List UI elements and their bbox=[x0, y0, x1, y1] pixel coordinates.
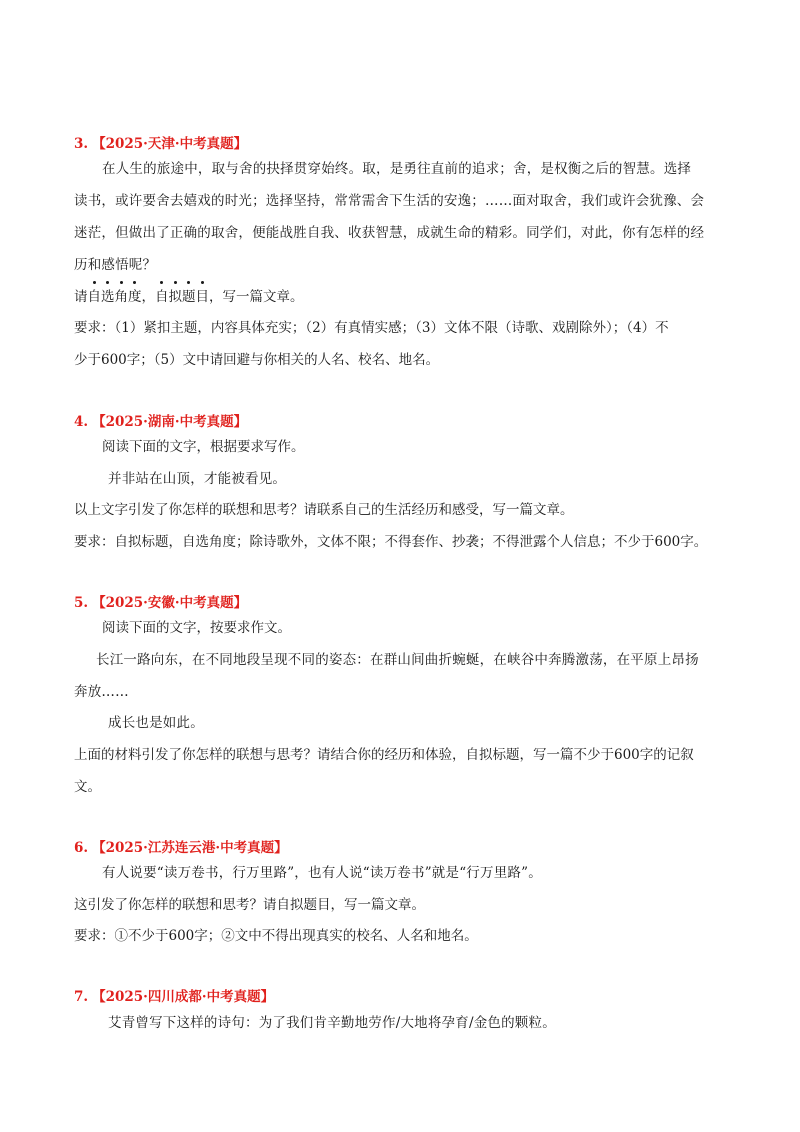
question-source-tag: 【2025·江苏连云港·中考真题】 bbox=[92, 840, 288, 856]
question-5-material: 成长也是如此。 bbox=[108, 715, 204, 731]
question-source-tag: 【2025·湖南·中考真题】 bbox=[92, 414, 248, 430]
question-4-material: 并非站在山顶，才能被看见。 bbox=[108, 471, 287, 487]
question-6-line: 这引发了你怎样的联想和思考？请自拟题目，写一篇文章。 bbox=[74, 897, 425, 913]
question-5-line: 上面的材料引发了你怎样的联想与思考？请结合你的经历和体验，自拟标题，写一篇不少于600字的记叙 bbox=[74, 747, 694, 763]
question-number: 5. bbox=[74, 595, 89, 611]
question-3-line: 历和感悟呢？ bbox=[74, 257, 157, 273]
question-5-material: 奔放…… bbox=[74, 684, 129, 700]
question-3-requirements: 少于600字；（5）文中请回避与你相关的人名、校名、地名。 bbox=[74, 352, 440, 368]
question-source-tag: 【2025·四川成都·中考真题】 bbox=[92, 989, 275, 1005]
question-source-tag: 【2025·天津·中考真题】 bbox=[92, 136, 248, 152]
question-3-line: 迷茫，但做出了正确的取舍，便能战胜自我、收获智慧，成就生命的精彩。同学们，对此，你有怎样的经 bbox=[74, 225, 705, 241]
question-7-heading bbox=[74, 985, 274, 1005]
question-3-heading bbox=[74, 132, 247, 152]
question-5-line: 文。 bbox=[74, 779, 101, 795]
question-4-requirements: 要求：自拟标题，自选角度；除诗歌外，文体不限；不得套作、抄袭；不得泄露个人信息；不少于600字。 bbox=[74, 534, 708, 550]
question-3-requirements: 要求：（1）紧扣主题，内容具体充实；（2）有真情实感；（3）文体不限（诗歌、戏剧除外）；（4）不 bbox=[74, 320, 669, 336]
question-number: 4. bbox=[74, 414, 89, 430]
question-4-line: 以上文字引发了你怎样的联想和思考？请联系自己的生活经历和感受，写一篇文章。 bbox=[74, 502, 574, 518]
question-4-heading bbox=[74, 410, 247, 430]
question-6-material: 有人说要“读万卷书，行万里路”，也有人说“读万卷书”就是“行万里路”。 bbox=[102, 865, 542, 881]
question-3-instruction-emphasized: 请自选角度，自拟题目，写一篇文章。 bbox=[74, 289, 304, 305]
question-number: 6. bbox=[74, 840, 89, 856]
question-5-material: 长江一路向东，在不同地段呈现不同的姿态：在群山间曲折蜿蜒，在峡谷中奔腾激荡，在平原上昂扬 bbox=[96, 652, 699, 668]
question-6-requirements: 要求：①不少于600字；②文中不得出现真实的校名、人名和地名。 bbox=[74, 928, 478, 944]
question-5-line: 阅读下面的文字，按要求作文。 bbox=[102, 620, 291, 636]
question-5-heading bbox=[74, 591, 247, 611]
question-7-material: 艾青曾写下这样的诗句：为了我们肯辛勤地劳作/大地将孕育/金色的颗粒。 bbox=[108, 1015, 556, 1031]
question-3-line: 读书，或许要舍去嬉戏的时光；选择坚持，常常需舍下生活的安逸；……面对取舍，我们或许会犹豫、会 bbox=[74, 193, 705, 209]
question-3-line: 在人生的旅途中，取与舍的抉择贯穿始终。取，是勇往直前的追求；舍，是权衡之后的智慧。选择 bbox=[102, 161, 692, 177]
question-4-line: 阅读下面的文字，根据要求写作。 bbox=[102, 439, 305, 455]
question-number: 7. bbox=[74, 989, 89, 1005]
question-6-heading bbox=[74, 836, 288, 856]
question-source-tag: 【2025·安徽·中考真题】 bbox=[92, 595, 248, 611]
question-number: 3. bbox=[74, 136, 89, 152]
